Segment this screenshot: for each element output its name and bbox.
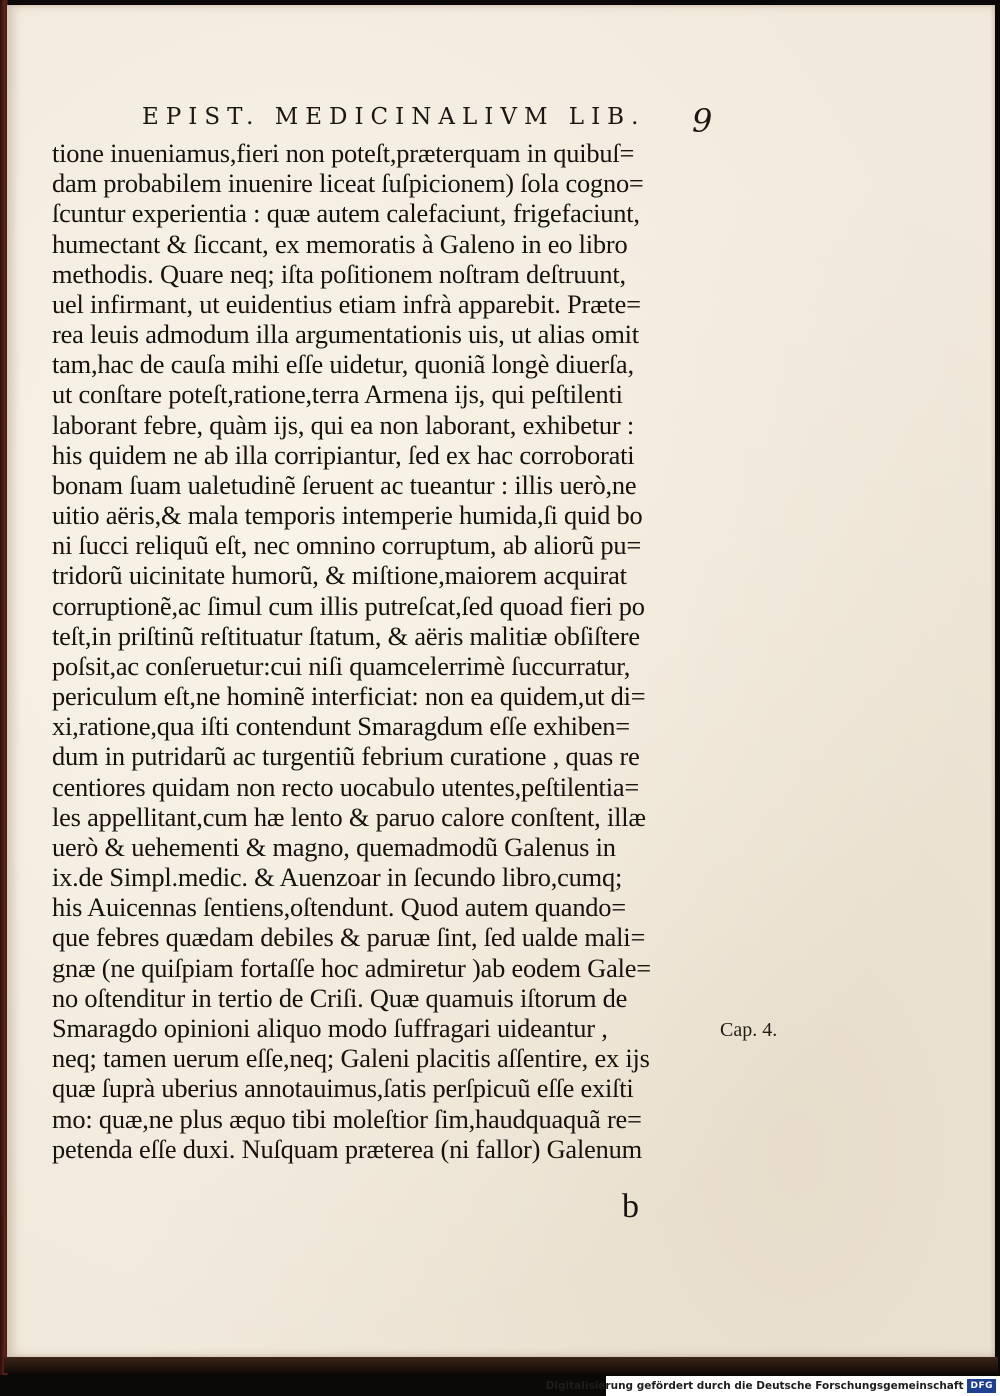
- text-line: les appellitant,cum hæ lento & paruo calore conſtent, illæ: [52, 801, 646, 832]
- page-bottom-edge: [4, 1357, 998, 1373]
- text-line: teſt,in priſtinũ reſtituatur ſtatum, & aëris malitiæ obſiſtere: [52, 620, 640, 651]
- text-line: uerò & uehementi & magno, quemadmodũ Galenus in: [52, 831, 616, 862]
- running-head: EPIST. MEDICINALIVM LIB.: [142, 104, 646, 130]
- text-line: mo: quæ,ne plus æquo tibi moleſtior ſim,haudquaquã re=: [52, 1103, 642, 1134]
- dfg-logo-icon: DFG: [967, 1379, 996, 1393]
- margin-note: Cap. 4.: [720, 1019, 778, 1041]
- text-line: tione inueniamus,fieri non poteſt,præterquam in quibuſ=: [52, 138, 635, 168]
- text-line: dum in putridarũ ac turgentiũ febrium curatione , quas re: [52, 741, 640, 772]
- text-line: ni ſucci reliquũ eſt, nec omnino corruptum, ab aliorũ pu=: [52, 530, 642, 561]
- text-line: tridorũ uicinitate humorũ, & miſtione,maiorem acquirat: [52, 560, 627, 591]
- text-line: no oſtenditur in tertio de Criſi. Quæ quamuis iſtorum de: [52, 982, 628, 1013]
- text-line: quæ ſuprà uberius annotauimus,ſatis perſpicuũ eſſe exiſti: [52, 1073, 634, 1104]
- text-line: ut conſtare poteſt,ratione,terra Armena ijs, qui peſtilenti: [52, 379, 623, 410]
- text-line: neq; tamen uerum eſſe,neq; Galeni placitis aſſentire, ex ijs: [52, 1043, 650, 1074]
- text-line: periculum eſt,ne hominẽ interficiat: non ea quidem,ut di=: [52, 681, 646, 712]
- text-line: ix.de Simpl.medic. & Auenzoar in ſecundo libro,cumq;: [52, 862, 623, 893]
- text-line: tam,hac de cauſa mihi eſſe uidetur, quoniã longè diuerſa,: [52, 349, 634, 380]
- text-line: corruptionẽ,ac ſimul cum illis putreſcat,ſed quoad fieri po: [52, 590, 645, 621]
- text-line: Smaragdo opinioni aliquo modo ſuffragari uideantur ,: [52, 1012, 608, 1043]
- text-line: his quidem ne ab illa corripiantur, ſed ex hac corroborati: [52, 439, 635, 470]
- body-text: [52, 138, 728, 1164]
- text-line: uel infirmant, ut euidentius etiam infrà apparebit. Præte=: [52, 288, 641, 319]
- text-line: his Auicennas ſentiens,oſtendunt. Quod autem quando=: [52, 892, 626, 923]
- text-line: dam probabilem inuenire liceat ſuſpicionem) ſola cogno=: [52, 168, 644, 199]
- text-line: uitio aëris,& mala temporis intemperie humida,ſi quid bo: [52, 500, 643, 531]
- text-line: ſcuntur experientia : quæ autem calefaciunt, frigefaciunt,: [52, 198, 640, 229]
- text-line: que febres quædam debiles & paruæ ſint, ſed ualde mali=: [52, 922, 646, 953]
- funding-credit-text: Digitalisierung gefördert durch die Deutsche Forschungsgemeinschaft: [545, 1380, 964, 1392]
- text-line: humectant & ſiccant, ex memoratis à Galeno in eo libro: [52, 228, 628, 259]
- text-line: centiores quidam non recto uocabulo utentes,peſtilentia=: [52, 771, 640, 802]
- text-line: methodis. Quare neq; iſta poſitionem noſtram deſtruunt,: [52, 258, 626, 289]
- text-line: bonam ſuam ualetudinẽ ſeruent ac tueantur : illis uerò,ne: [52, 469, 637, 500]
- signature-mark: b: [622, 1188, 639, 1225]
- text-line: poſsit,ac conſeruetur:cui niſi quamcelerrimè ſuccurratur,: [52, 650, 631, 681]
- funding-footer: [545, 1376, 1000, 1396]
- page-number: 9: [692, 102, 713, 140]
- text-line: xi,ratione,qua iſti contendunt Smaragdum eſſe exhiben=: [52, 711, 630, 742]
- text-line: laborant febre, quàm ijs, qui ea non laborant, exhibetur :: [52, 409, 634, 440]
- text-line: petenda eſſe duxi. Nuſquam præterea (ni fallor) Galenum: [52, 1133, 642, 1164]
- text-line: gnæ (ne quiſpiam fortaſſe hoc admiretur )ab eodem Gale=: [52, 952, 651, 983]
- text-line: rea leuis admodum illa argumentationis uis, ut alias omit: [52, 319, 639, 350]
